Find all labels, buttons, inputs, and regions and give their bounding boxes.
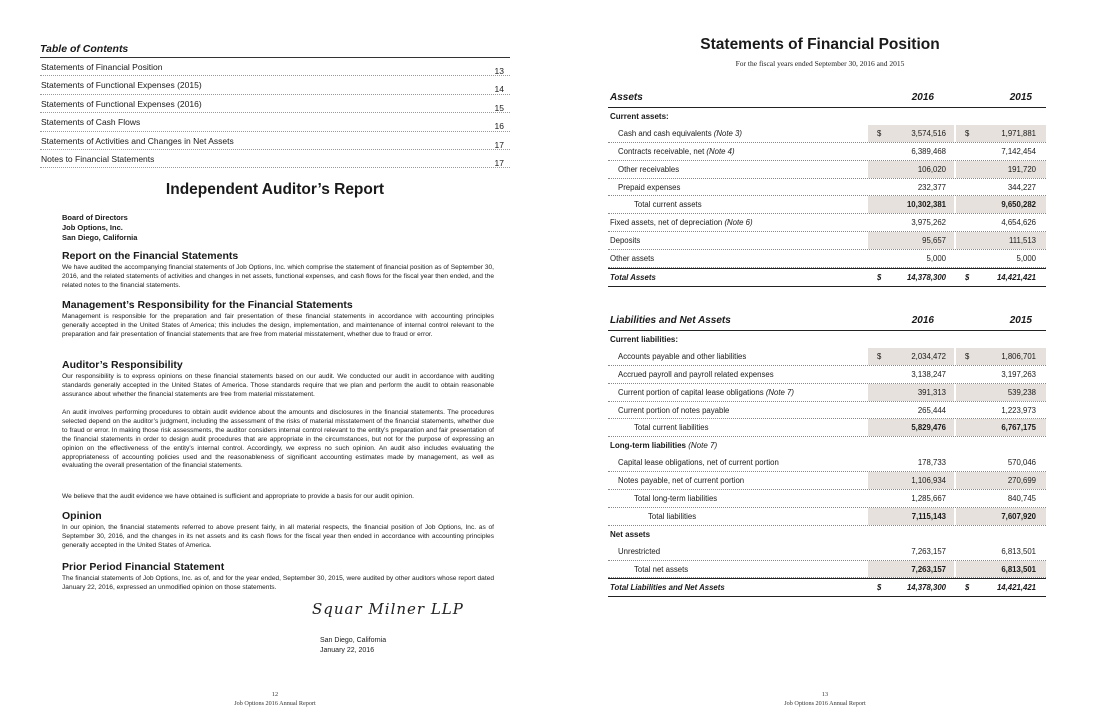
paragraph: The financial statements of Job Options, Inc. as of, and for the year ended, September 30, 2015, were audited by other auditors whose report dated January 22, 2016, expressed an unmodified opinion on those statements. [62, 575, 494, 591]
table-row: Current portion of capital lease obligations (Note 7) 391,313 539,238 [608, 384, 1046, 402]
table-row-total: Total net assets 7,263,157 6,813,501 [608, 561, 1046, 579]
paragraph: Management is responsible for the preparation and fair presentation of these financial statements in accordance with accounting principles generally accepted in the United States of America; this includes the design, implementation, and maintenance of internal control relevant to the preparation and fair presentation of financial statements that are free from material misstatement, whether due to fraud or error. [62, 313, 494, 338]
section-heading: Auditor’s Responsibility [62, 359, 183, 371]
toc-item[interactable]: Statements of Activities and Changes in Net Assets 17 [40, 132, 510, 150]
table-row: Total long-term liabilities 1,285,667 840,745 [608, 490, 1046, 508]
table-row: Prepaid expenses 232,377 344,227 [608, 179, 1046, 197]
paragraph: Our responsibility is to express opinions on these financial statements based on our audit. We conducted our audit in accordance with auditing standards generally accepted in the United States of America. Those standards require that we plan and perform the audit to obtain reasonable assurance about whether the financial statements are free from material misstatement. [62, 373, 494, 398]
paragraph: In our opinion, the financial statements referred to above present fairly, in all material respects, the financial position of Job Options, Inc. as of September 30, 2016, and the changes in its net assets and its cash flows for the fiscal year then ended in accordance with accounting principles generally accepted in the United States of America. [62, 524, 494, 549]
table-row: Unrestricted 7,263,157 6,813,501 [608, 543, 1046, 561]
table-row: Deposits 95,657 111,513 [608, 232, 1046, 250]
paragraph: We believe that the audit evidence we have obtained is sufficient and appropriate to provide a basis for our audit opinion. [62, 493, 415, 500]
report-title: Independent Auditor’s Report [165, 181, 385, 198]
section-heading: Report on the Financial Statements [62, 250, 239, 262]
table-row-total: Total current liabilities 5,829,476 6,767,175 [608, 419, 1046, 437]
table-row: Contracts receivable, net (Note 4) 6,389,468 7,142,454 [608, 143, 1046, 161]
toc-item[interactable]: Statements of Functional Expenses (2015) 14 [40, 76, 510, 94]
section-heading: Opinion [62, 510, 102, 522]
table-row-grand-total: Total Liabilities and Net Assets $ 14,378,300 $ 14,421,421 [608, 578, 1046, 597]
table-row: Cash and cash equivalents (Note 3) $ 3,574,516 $ 1,971,881 [608, 125, 1046, 143]
table-row-total: Total liabilities 7,115,143 7,607,920 [608, 508, 1046, 526]
assets-table [608, 91, 1046, 287]
toc-item[interactable]: Notes to Financial Statements 17 [40, 150, 510, 168]
table-row-total: Total current assets 10,302,381 9,650,282 [608, 196, 1046, 214]
section-heading: Prior Period Financial Statement [62, 561, 225, 573]
paragraph: We have audited the accompanying financial statements of Job Options, Inc. which comprise the statement of financial position as of September 30, 2016, and the related statements of activities and changes in net assets, functional expenses, and cash flows for the fiscal year then ended, and the related notes to the financial statements. [62, 264, 494, 289]
right-page [550, 0, 1100, 723]
table-row: Other assets 5,000 5,000 [608, 250, 1046, 268]
table-row: Capital lease obligations, net of current portion 178,733 570,046 [608, 454, 1046, 472]
paragraph: An audit involves performing procedures to obtain audit evidence about the amounts and disclosures in the financial statements. The procedures selected depend on the auditor’s judgment, including the assessment of the risks of material misstatement of the financial statements, whether due to fraud or error. In making those risk assessments, the auditor considers internal control relevant to the entity’s preparation and fair presentation of the financial statements in order to design audit procedures that are appropriate in the circumstances, but not for the purpose of expressing an opinion on the effectiveness of the entity’s internal control. Accordingly, we express no such opinion. An audit also includes evaluating the appropriateness of accounting policies used and the reasonableness of significant accounting estimates made by management, as well as evaluating the overall presentation of the financial statements. [62, 409, 494, 470]
addressee: Board of Directors Job Options, Inc. San Diego, California [62, 213, 138, 242]
table-row: Current assets: [610, 112, 669, 121]
section-heading: Management’s Responsibility for the Financial Statements [62, 299, 353, 311]
table-of-contents [40, 43, 510, 168]
signature-place-date: San Diego, California January 22, 2016 [320, 637, 387, 654]
toc-title: Table of Contents [40, 43, 510, 58]
auditor-signature: Squar Milner LLP [312, 600, 464, 618]
toc-item[interactable]: Statements of Functional Expenses (2016) 15 [40, 95, 510, 113]
toc-item[interactable]: Statements of Cash Flows 16 [40, 113, 510, 131]
table-row: Other receivables 106,020 191,720 [608, 161, 1046, 179]
toc-item[interactable]: Statements of Financial Position 13 [40, 58, 510, 76]
page-footer: 13 Job Options 2016 Annual Report [784, 691, 866, 707]
table-row: Net assets [610, 529, 651, 539]
statement-title: Statements of Financial Position [700, 36, 940, 53]
table-row: Current liabilities: [610, 335, 679, 344]
table-row: Accounts payable and other liabilities $ 2,034,472 $ 1,806,701 [608, 348, 1046, 366]
table-row: Accrued payroll and payroll related expenses 3,138,247 3,197,263 [608, 366, 1046, 384]
table-row: Current portion of notes payable 265,444 1,223,973 [608, 402, 1046, 420]
table-header: Liabilities and Net Assets 2016 2015 [608, 314, 1046, 331]
page-footer: 12 Job Options 2016 Annual Report [234, 691, 316, 707]
table-row: Fixed assets, net of depreciation (Note 6) 3,975,262 4,654,626 [608, 214, 1046, 232]
statement-subtitle: For the fiscal years ended September 30, 2016 and 2015 [735, 59, 905, 68]
table-row-grand-total: Total Assets $ 14,378,300 $ 14,421,421 [608, 268, 1046, 287]
table-row: Long-term liabilities (Note 7) [610, 441, 718, 451]
liabilities-table [608, 314, 1046, 597]
table-header: Assets 2016 2015 [608, 91, 1046, 108]
table-row: Notes payable, net of current portion 1,106,934 270,699 [608, 472, 1046, 490]
